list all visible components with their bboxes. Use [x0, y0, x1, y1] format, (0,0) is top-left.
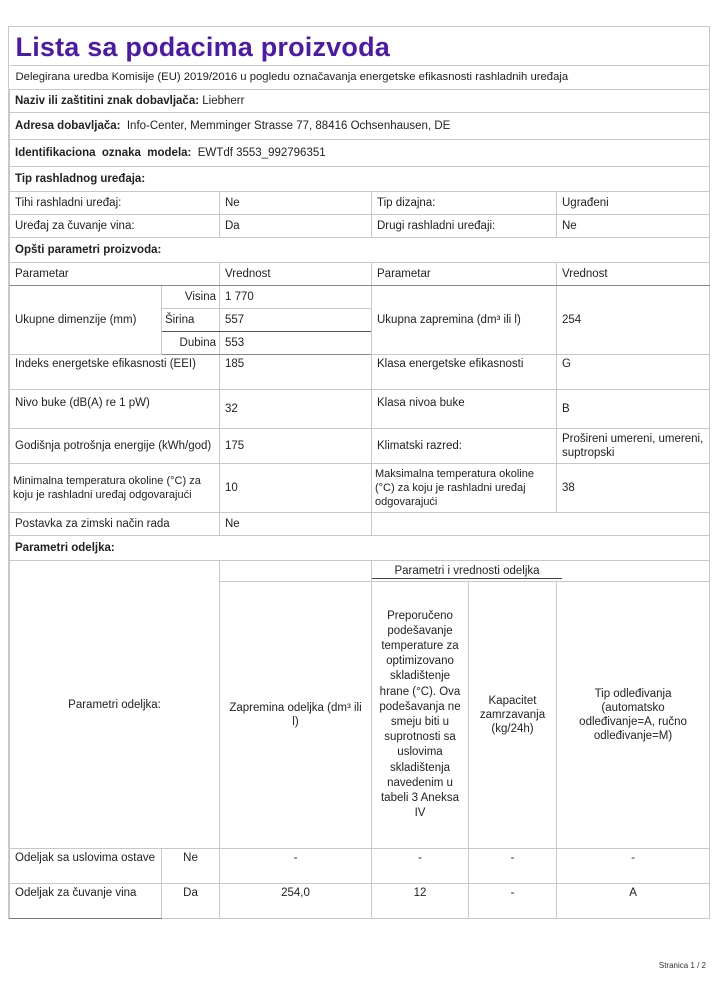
- param-label: Godišnja potrošnja energije (kWh/god): [10, 429, 220, 464]
- compartment-temp: -: [372, 849, 469, 884]
- compartment-present: Da: [162, 884, 220, 919]
- compartment-volume: -: [220, 849, 372, 884]
- supplier-address-label: Adresa dobavljača:: [15, 120, 121, 132]
- winter-mode-value: Ne: [220, 513, 372, 536]
- dimensions-label: Ukupne dimenzije (mm): [10, 286, 162, 355]
- col-header-param: Parametar: [10, 263, 220, 286]
- param-value: B: [557, 390, 710, 429]
- compartment-col-header: Zapremina odeljka (dm³ ili l): [220, 582, 372, 849]
- device-type-value: Ugrađeni: [557, 192, 710, 215]
- total-volume-value: 254: [557, 286, 710, 355]
- param-value: G: [557, 355, 710, 390]
- param-value: Prošireni umereni, umereni, suptropski: [557, 429, 710, 464]
- model-id-value: EWTdf 3553_992796351: [191, 147, 326, 159]
- param-label: Klasa energetske efikasnosti: [372, 355, 557, 390]
- compartment-params-heading: Parametri odeljka:: [10, 536, 710, 561]
- winter-mode-label: Postavka za zimski način rada: [10, 513, 220, 536]
- param-value: 32: [220, 390, 372, 429]
- table-row: [10, 884, 710, 919]
- general-params-heading: Opšti parametri proizvoda:: [10, 238, 710, 263]
- compartment-freeze: -: [469, 884, 557, 919]
- col-header-value: Vrednost: [557, 263, 710, 286]
- compartment-temp: 12: [372, 884, 469, 919]
- data-sheet-table: [9, 27, 710, 919]
- device-type-label: Uređaj za čuvanje vina:: [10, 215, 220, 238]
- compartment-name: Odeljak sa uslovima ostave: [10, 849, 162, 884]
- device-type-label: Drugi rashladni uređaji:: [372, 215, 557, 238]
- regulation-subtitle: Delegirana uredba Komisije (EU) 2019/2016 u pogledu označavanja energetske efikasnosti rashladnih uređaja: [10, 66, 710, 90]
- model-id-label: Identifikaciona oznaka modela:: [15, 147, 192, 159]
- product-data-sheet: [8, 26, 710, 919]
- device-type-label: Tihi rashladni uređaj:: [10, 192, 220, 215]
- compartment-defrost: -: [557, 849, 710, 884]
- param-label: Maksimalna temperatura okoline (°C) za koju je rashladni uređaj odgovarajući: [372, 464, 557, 513]
- param-label: Nivo buke (dB(A) re 1 pW): [10, 390, 220, 429]
- supplier-name-label: Naziv ili zaštitini znak dobavljača:: [15, 95, 200, 107]
- compartment-row-header: Parametri odeljka:: [10, 561, 220, 849]
- device-type-value: Ne: [220, 192, 372, 215]
- col-header-value: Vrednost: [220, 263, 372, 286]
- empty-cell: [220, 561, 372, 582]
- table-row: [10, 849, 710, 884]
- supplier-name-value: Liebherr: [199, 95, 245, 107]
- supplier-address-value: Info-Center, Memminger Strasse 77, 88416 Ochsenhausen, DE: [120, 120, 451, 132]
- dimension-label: Širina: [162, 309, 220, 332]
- compartment-col-header: Tip odleđivanja (automatsko odleđivanje=A, ručno odleđivanje=M): [557, 582, 710, 849]
- model-id-row: [10, 140, 710, 167]
- compartment-col-header: Kapacitet zamrzavanja (kg/24h): [469, 582, 557, 849]
- empty-cell: [372, 513, 710, 536]
- param-value: 175: [220, 429, 372, 464]
- param-value: 10: [220, 464, 372, 513]
- device-type-label: Tip dizajna:: [372, 192, 557, 215]
- param-value: 38: [557, 464, 710, 513]
- compartment-group-header: [372, 561, 710, 582]
- compartment-volume: 254,0: [220, 884, 372, 919]
- supplier-name-row: [10, 90, 710, 113]
- group-header-label: Parametri i vrednosti odeljka: [372, 564, 562, 579]
- compartment-defrost: A: [557, 884, 710, 919]
- page-title: Lista sa podacima proizvoda: [15, 32, 391, 62]
- param-label: Klimatski razred:: [372, 429, 557, 464]
- device-type-value: Ne: [557, 215, 710, 238]
- total-volume-label: Ukupna zapremina (dm³ ili l): [372, 286, 557, 355]
- dimension-value: 553: [220, 332, 372, 355]
- param-label: Klasa nivoa buke: [372, 390, 557, 429]
- param-label: Minimalna temperatura okoline (°C) za koju je rashladni uređaj odgovarajući: [10, 464, 220, 513]
- param-label: Indeks energetske efikasnosti (EEI): [10, 355, 220, 390]
- dimension-label: Visina: [162, 286, 220, 309]
- compartment-freeze: -: [469, 849, 557, 884]
- param-value: 185: [220, 355, 372, 390]
- dimension-value: 557: [220, 309, 372, 332]
- col-header-param: Parametar: [372, 263, 557, 286]
- device-type-value: Da: [220, 215, 372, 238]
- dimension-label: Dubina: [162, 332, 220, 355]
- compartment-col-header: Preporučeno podešavanje temperature za optimizovano skladištenje hrane (°C). Ova podešavanja ne smeju biti u suprotnosti sa uslovima skladištenja navedenim u tabeli 3 Aneksa IV: [372, 582, 469, 849]
- compartment-present: Ne: [162, 849, 220, 884]
- page-number: Stranica 1 / 2: [658, 961, 706, 970]
- compartment-name: Odeljak za čuvanje vina: [10, 884, 162, 919]
- title-cell: [10, 27, 710, 66]
- supplier-address-row: [10, 113, 710, 140]
- device-type-heading: Tip rashladnog uređaja:: [10, 167, 710, 192]
- dimension-value: 1 770: [220, 286, 372, 309]
